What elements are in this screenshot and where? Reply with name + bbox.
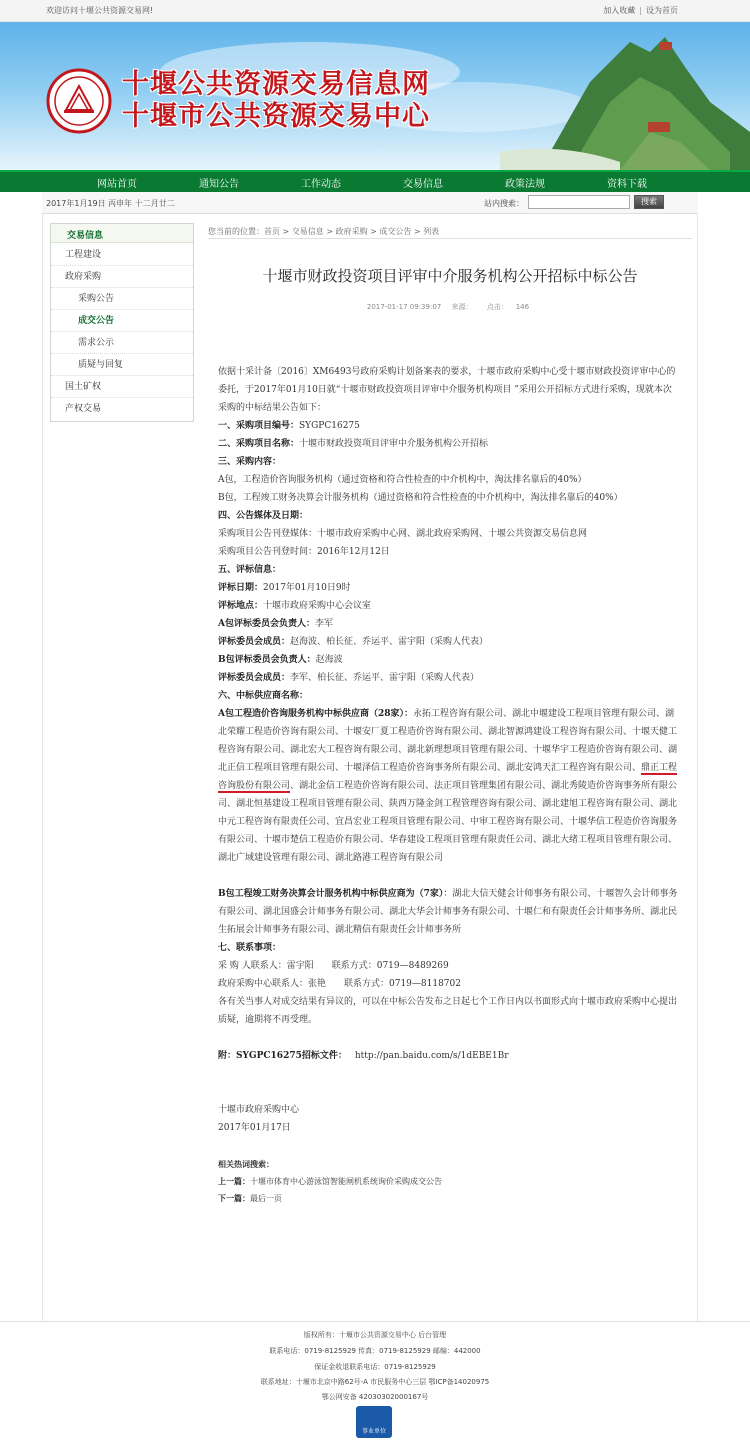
main-area (42, 214, 698, 1321)
top-bar (0, 0, 750, 22)
prev-article-link[interactable]: 十堰市体育中心游泳馆智能闸机系统询价采购成交公告 (250, 1177, 442, 1186)
site-footer (0, 1321, 750, 1441)
a-lead: 李军 (314, 619, 333, 629)
contact-center: 政府采购中心联系人：张艳 联系方式：0719—8118702 (218, 979, 461, 989)
source-label: 来源： (451, 303, 473, 311)
contact-purchaser: 采 购 人联系人：雷宇阳 联系方式：0719—8489269 (218, 961, 449, 971)
footer-deposit-phone: 保证金收退联系电话：0719-8125929 (314, 1363, 436, 1371)
site-banner (0, 22, 750, 170)
nav-downloads[interactable]: 资料下载 (607, 179, 647, 190)
next-label: 下一篇： (218, 1193, 250, 1203)
sidebar (50, 223, 194, 422)
breadcrumb-gov-procurement[interactable]: 政府采购 (335, 227, 368, 236)
a-winners-paragraph (218, 705, 680, 867)
section-4-label: 四、公告媒体及日期： (218, 511, 309, 521)
nav-trade-info[interactable]: 交易信息 (403, 179, 443, 190)
attachment-label: 附：SYGPC16275招标文件： (218, 1051, 347, 1061)
sidebar-item-gov-procurement[interactable]: 政府采购 (51, 266, 193, 288)
section-1-label: 一、采购项目编号： (218, 421, 300, 431)
set-home-link[interactable]: 设为首页 (646, 6, 678, 15)
banner-title-line2: 十堰市公共资源交易中心 (122, 101, 430, 132)
eval-date-label: 评标日期： (218, 583, 264, 593)
attachment-link[interactable]: http://pan.baidu.com/s/1dEBE1Br (354, 1051, 509, 1061)
prev-label: 上一篇： (218, 1176, 250, 1186)
package-b-content: B包，工程竣工财务决算会计服务机构（通过资格和符合性检查的中介机构中，淘汰排名靠后的40%） (218, 493, 623, 503)
sidebar-item-engineering[interactable]: 工程建设 (51, 244, 193, 266)
a-members: 赵海波、柏长征、乔运平、雷宇阳（采购人代表） (290, 637, 489, 647)
a-winners-part2: 、湖北金信工程造价咨询有限公司、法正项目管理集团有限公司、湖北秀陵造价咨询事务所有限公司、湖北恒基建设工程项目管理有限公司、陕西万隆金剑工程管理咨询有限公司、湖北建旭工程咨询有限公司、湖北中元工程咨询有限责任公司、宜昌宏业工程项目管理有限公司、中审工程咨询有限公司、十堰华信工程造价咨询服务有限公司、十堰市楚信工程造价有限公司、华春建设工程项目管理有限责任公司、湖北大绪工程项目管理有限公司、湖北广域建设管理有限公司、湖北路港工程咨询有限公司 (218, 781, 678, 863)
top-links: 加入收藏 | 设为首页 (603, 6, 678, 15)
article-body (218, 363, 680, 1207)
a-winners-part1: 永拓工程咨询有限公司、湖北中堰建设工程项目管理有限公司、湖北荣耀工程造价咨询有限公司、十堰安厂夏工程造价咨询有限公司、湖北智源鸿建设工程咨询有限公司、十堰天健工程咨询有限公司、湖北宏大工程咨询有限公司、湖北新理想项目管理有限公司、十堰华宇工程造价咨询有限公司、湖北正信工程项目管理有限公司、十堰泽信工程造价咨询事务所有限公司、湖北安鸿天汇工程咨询有限公司、 (218, 709, 678, 773)
sidebar-item-procurement-notices[interactable]: 采购公告 (51, 288, 193, 310)
breadcrumb-list[interactable]: 列表 (423, 227, 440, 236)
clicks-label: 点击： (486, 303, 508, 311)
project-name: 十堰市财政投资项目评审中介服务机构公开招标 (299, 439, 489, 449)
a-members-label: 评标委员会成员： (218, 637, 291, 647)
footer-address: 联系地址：十堰市北京中路62号-A 市民服务中心三层 鄂ICP备14020975 (260, 1378, 490, 1386)
section-3-label: 三、采购内容： (218, 457, 282, 467)
sidebar-item-land-mining[interactable]: 国土矿权 (51, 376, 193, 398)
click-count: 146 (515, 303, 530, 311)
site-logo-emblem-icon (46, 68, 112, 134)
breadcrumb-home[interactable]: 首页 (264, 227, 280, 236)
banner-title-line1: 十堰公共资源交易信息网 (122, 69, 430, 100)
b-winners-paragraph (218, 885, 680, 939)
section-5-label: 五、评标信息： (218, 565, 282, 575)
highlighted-winner: 鼎正工程咨询股份有限公司 (218, 763, 678, 791)
nav-home[interactable]: 网站首页 (97, 179, 137, 190)
b-lead-label: B包评标委员会负责人： (218, 655, 316, 665)
signature-date: 2017年01月17日 (218, 1123, 291, 1133)
article-meta (208, 302, 692, 312)
eval-place-label: 评标地点： (218, 601, 264, 611)
add-favorite-link[interactable]: 加入收藏 (603, 6, 636, 15)
a-lead-label: A包评标委员会负责人： (218, 619, 315, 629)
search-label: 站内搜索： (484, 199, 524, 208)
search-button[interactable]: 搜索 (634, 195, 664, 209)
sidebar-item-deal-notices[interactable]: 成交公告 (51, 310, 193, 332)
institution-badge-icon[interactable]: 事业单位 (356, 1406, 392, 1438)
footer-copyright: 版权所有：十堰市公共资源交易中心 后台管理 (303, 1331, 447, 1339)
b-members: 李军、柏长征、乔运平、雷宇阳（采购人代表） (290, 673, 480, 683)
breadcrumb: 您当前的位置：首页 > 交易信息 > 政府采购 > 成交公告 > 列表 (208, 223, 692, 239)
footer-police-record: 鄂公网安备 42030302000167号 (321, 1393, 429, 1401)
footer-phone: 联系电话：0719-8125929 传真：0719-8125929 邮编：442000 (269, 1347, 481, 1355)
b-lead: 赵海波 (315, 655, 343, 665)
current-date: 2017年1月19日 丙申年 十二月廿二 (46, 199, 175, 208)
sidebar-item-demand-publicity[interactable]: 需求公示 (51, 332, 193, 354)
next-article-text: 最后一页 (250, 1194, 282, 1203)
nav-policies[interactable]: 政策法规 (505, 179, 545, 190)
eval-place: 十堰市政府采购中心会议室 (263, 601, 372, 611)
project-number: SYGPC16275 (299, 421, 360, 431)
date-search-bar (42, 192, 698, 214)
eval-date: 2017年01月10日9时 (263, 583, 351, 593)
article-content (208, 223, 692, 1203)
breadcrumb-deal-notices[interactable]: 成交公告 (379, 227, 412, 236)
section-6-label: 六、中标供应商名称： (218, 691, 309, 701)
main-nav (0, 170, 750, 192)
section-7-label: 七、联系事项： (218, 943, 282, 953)
article-title: 十堰市财政投资项目评审中介服务机构公开招标中标公告 (262, 267, 638, 285)
nav-notices[interactable]: 通知公告 (199, 179, 239, 190)
b-members-label: 评标委员会成员： (218, 673, 291, 683)
package-a-content: A包，工程造价咨询服务机构（通过资格和符合性检查的中介机构中，淘汰排名靠后的40%） (218, 475, 587, 485)
breadcrumb-prefix: 您当前的位置： (208, 227, 264, 236)
related-tags-label: 相关热词搜索： (218, 1159, 274, 1169)
site-search-input[interactable] (528, 195, 630, 209)
mountain-scenery-image (500, 22, 750, 170)
a-winners-label: A包工程造价咨询服务机构中标供应商（28家）： (218, 709, 414, 719)
sidebar-item-queries-replies[interactable]: 质疑与回复 (51, 354, 193, 376)
objection-notice: 各有关当事人对成交结果有异议的，可以在中标公告发布之日起七个工作日内以书面形式向十堰市政府采购中心提出质疑，逾期将不再受理。 (218, 997, 678, 1025)
welcome-text: 欢迎访问十堰公共资源交易网! (46, 6, 154, 15)
notice-media: 采购项目公告刊登媒体：十堰市政府采购中心网、湖北政府采购网、十堰公共资源交易信息网 (218, 529, 588, 539)
notice-time: 采购项目公告刊登时间：2016年12月12日 (218, 547, 390, 557)
signature: 十堰市政府采购中心 (218, 1105, 300, 1115)
b-winners: ：湖北大信天健会计师事务有限公司、十堰智久会计师事务有限公司、湖北国盛会计师事务有限公司、湖北大华会计师事务有限公司、十堰仁和有限责任会计师事务所、湖北民生拓展会计师事务有限公司、湖北精信有限责任会计师事务所 (218, 889, 678, 935)
sidebar-title: 交易信息 (51, 224, 193, 243)
publish-datetime: 2017-01-17 09:39:07 (366, 303, 442, 311)
b-winners-label: B包工程竣工财务决算会计服务机构中标供应商为（7家） (218, 889, 444, 899)
section-2-label: 二、采购项目名称： (218, 439, 300, 449)
sidebar-item-property-trade[interactable]: 产权交易 (65, 404, 102, 414)
intro-paragraph: 依据十采计备〔2016〕XM6493号政府采购计划备案表的要求，十堰市政府采购中心受十堰市财政投资评审中心的委托，于2017年01月10日就“十堰市财政投资项目评审中介服务机构项目 ”采用公开招标方式进行采购，现就本次采购的中标结果公告如下： (218, 367, 676, 413)
breadcrumb-trade-info[interactable]: 交易信息 (291, 227, 324, 236)
nav-work-news[interactable]: 工作动态 (301, 179, 341, 190)
